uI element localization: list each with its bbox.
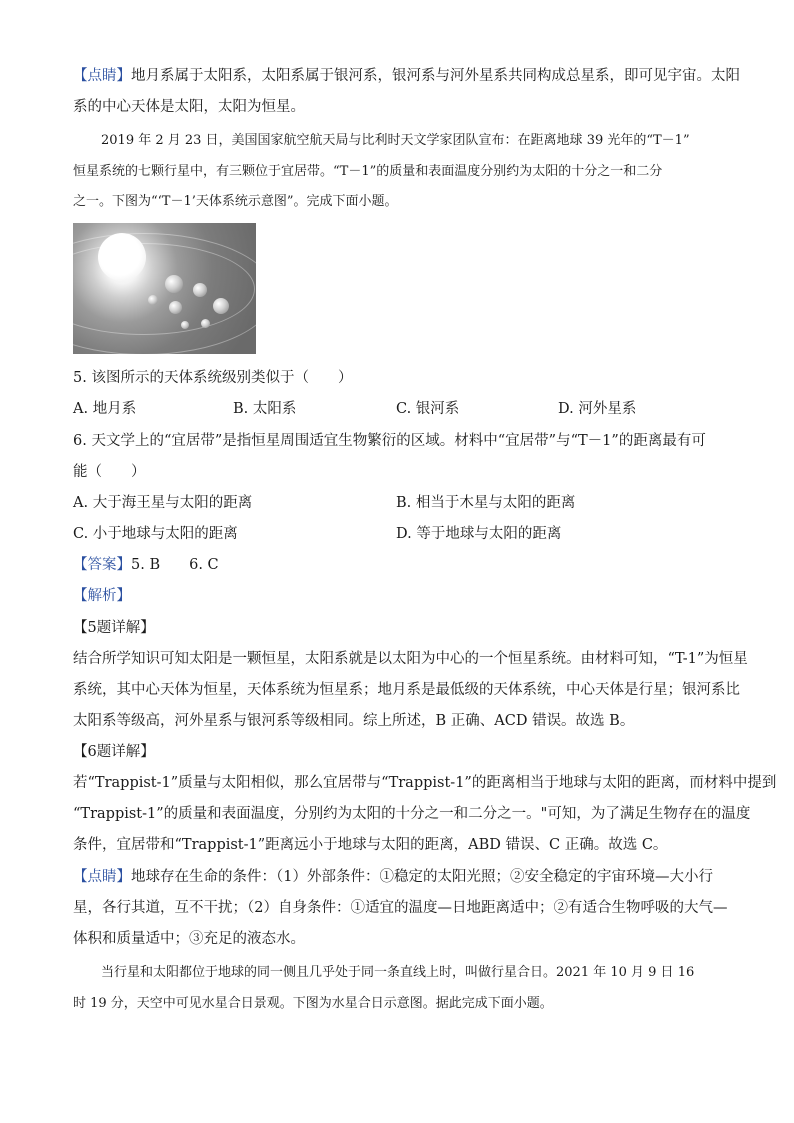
key-point-text-1: 地月系属于太阳系，太阳系属于银河系，银河系与河外星系共同构成总星系，即可见宇宙。太阳 — [131, 68, 740, 84]
answer-text: 5. B 6. C — [131, 557, 219, 573]
detail-6-line-1: 若“Trappist-1”质量与太阳相似，那么宜居带与“Trappist-1”的距离相当于地球与太阳的距离，而材料中提到 — [73, 775, 777, 791]
material-1-line-3: 之一。下图为“‘T－1’天体系统示意图”。完成下面小题。 — [73, 194, 398, 209]
question-6-option-a[interactable]: A. 大于海王星与太阳的距离 — [73, 495, 253, 511]
detail-5-title: 【5题详解】 — [73, 620, 155, 636]
question-5-option-b[interactable]: B. 太阳系 — [233, 401, 297, 417]
analysis-tag: 【解析】 — [73, 588, 131, 604]
key-point-line-1 — [73, 66, 740, 86]
detail-5-line-2: 系统，其中心天体为恒星，天体系统为恒星系；地月系是最低级的天体系统，中心天体是行星；银河系比 — [73, 682, 740, 698]
question-6-option-b[interactable]: B. 相当于木星与太阳的距离 — [396, 495, 576, 511]
question-5-option-c[interactable]: C. 银河系 — [396, 401, 460, 417]
question-5-option-d[interactable]: D. 河外星系 — [558, 401, 637, 417]
detail-6-title: 【6题详解】 — [73, 744, 155, 760]
life-conditions-line-2: 星，各行其道，互不干扰；（2）自身条件：①适宜的温度—日地距离适中；②有适合生物呼吸的大气— — [73, 900, 728, 916]
question-6-stem-2: 能（ ） — [73, 464, 146, 480]
detail-5-line-1: 结合所学知识可知太阳是一颗恒星，太阳系就是以太阳为中心的一个恒星系统。由材料可知，“T-1”为恒星 — [73, 651, 748, 667]
material-1-line-1: 2019 年 2 月 23 日，美国国家航空航天局与比利时天文学家团队宣布：在距离地球 39 光年的“T－1” — [101, 133, 690, 148]
material-2-line-1: 当行星和太阳都位于地球的同一侧且几乎处于同一条直线上时，叫做行星合日。2021 年 10 月 9 日 16 — [101, 965, 695, 980]
question-6-option-c[interactable]: C. 小于地球与太阳的距离 — [73, 526, 238, 542]
material-1-line-2: 恒星系统的七颗行星中，有三颗位于宜居带。“T－1”的质量和表面温度分别约为太阳的十分之一和二分 — [73, 164, 663, 179]
answer-line — [73, 555, 219, 575]
material-2-line-2: 时 19 分，天空中可见水星合日景观。下图为水星合日示意图。据此完成下面小题。 — [73, 996, 553, 1011]
detail-6-line-3: 条件，宜居带和“Trappist-1”距离远小于地球与太阳的距离，ABD 错误、C 正确。故选 C。 — [73, 837, 668, 853]
answer-tag: 【答案】 — [73, 557, 131, 573]
key-point-tag: 【点睛】 — [73, 68, 131, 84]
t1-star-system-image — [73, 223, 256, 354]
detail-5-line-3: 太阳系等级高，河外星系与银河系等级相同。综上所述，B 正确、ACD 错误。故选 B。 — [73, 713, 635, 729]
detail-6-line-2: “Trappist-1”的质量和表面温度，分别约为太阳的十分之一和二分之一。"可知，为了满足生物存在的温度 — [73, 806, 751, 822]
question-6-option-d[interactable]: D. 等于地球与太阳的距离 — [396, 526, 562, 542]
question-5-stem: 5. 该图所示的天体系统级别类似于（ ） — [73, 370, 353, 386]
life-conditions-tag: 【点睛】 — [73, 869, 131, 885]
life-conditions-line-1 — [73, 867, 713, 887]
life-conditions-text-1: 地球存在生命的条件：（1）外部条件：①稳定的太阳光照；②安全稳定的宇宙环境—大小行 — [131, 869, 713, 885]
life-conditions-line-3: 体积和质量适中；③充足的液态水。 — [73, 931, 305, 947]
key-point-line-2: 系的中心天体是太阳，太阳为恒星。 — [73, 99, 305, 115]
question-6-stem-1: 6. 天文学上的“宜居带”是指恒星周围适宜生物繁衍的区域。材料中“宜居带”与“T－1”的距离最有可 — [73, 433, 706, 449]
question-5-option-a[interactable]: A. 地月系 — [73, 401, 137, 417]
